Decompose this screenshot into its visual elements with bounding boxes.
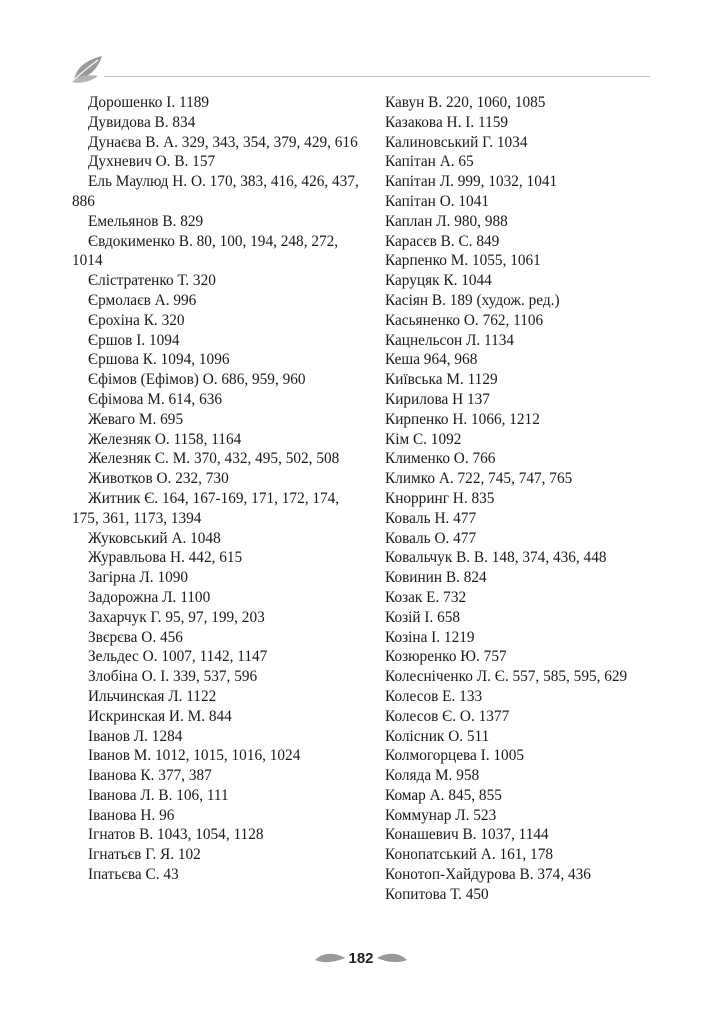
index-entry: Искринская И. М. 844 (88, 707, 232, 725)
index-entry: Дунаєва В. А. 329, 343, 354, 379, 429, 616 (88, 133, 358, 151)
index-column-left (72, 93, 364, 885)
index-entry: Єршова К. 1094, 1096 (88, 351, 230, 369)
page-number: 182 (348, 949, 374, 967)
index-entry: Дувидова В. 834 (88, 113, 196, 131)
index-entry: Кавун В. 220, 1060, 1085 (385, 94, 546, 111)
index-entry: Євдокименко В. 80, 100, 194, 248, 272, 1014 (72, 232, 339, 270)
index-entry: Козюренко Ю. 757 (385, 648, 507, 666)
index-entry: Зельдес О. 1007, 1142, 1147 (88, 648, 268, 666)
index-entry: Колмогорцева І. 1005 (385, 747, 524, 765)
index-entry: Єфімова М. 614, 636 (88, 390, 223, 408)
index-entry: Звєрєва О. 456 (88, 628, 183, 646)
index-entry: Іпатьєва С. 43 (88, 866, 179, 884)
index-entry: Ковинин В. 824 (385, 569, 487, 587)
index-entry: Железняк О. 1158, 1164 (88, 430, 242, 448)
index-entry: Захарчук Г. 95, 97, 199, 203 (88, 608, 265, 626)
index-entry: Іванова К. 377, 387 (88, 767, 212, 785)
index-entry: Кеша 964, 968 (385, 351, 478, 369)
index-entry: Дорошенко І. 1189 (88, 94, 210, 111)
header-rule (104, 76, 650, 77)
index-entry: Капітан Л. 999, 1032, 1041 (385, 173, 558, 191)
index-entry: Жеваго М. 695 (88, 410, 184, 428)
index-entry: Коваль О. 477 (385, 529, 477, 547)
index-entry: Колесов Е. 133 (385, 687, 483, 705)
index-entry: Іванова Н. 96 (88, 806, 175, 824)
index-entry: Кнорринг Н. 835 (385, 489, 495, 507)
index-entry: Козіна І. 1219 (385, 628, 475, 646)
index-entry: Кім С. 1092 (385, 430, 462, 448)
index-entry: Карпенко М. 1055, 1061 (385, 252, 541, 270)
index-entry: Касьяненко О. 762, 1106 (385, 311, 544, 329)
index-entry: Духневич О. В. 157 (88, 153, 216, 171)
index-entry: Єлістратенко Т. 320 (88, 272, 216, 290)
index-entry: Казакова Н. І. 1159 (385, 113, 509, 131)
index-entry: Колесніченко Л. Є. 557, 585, 595, 629 (385, 668, 628, 686)
index-entry: Жуковський А. 1048 (88, 529, 221, 547)
index-entry: Конотоп-Хайдурова В. 374, 436 (385, 866, 591, 884)
index-entry: Іванов М. 1012, 1015, 1016, 1024 (88, 747, 301, 765)
index-entry: Журавльова Н. 442, 615 (88, 549, 243, 567)
index-entry: Железняк С. М. 370, 432, 495, 502, 508 (88, 450, 340, 468)
index-entry: Калиновський Г. 1034 (385, 133, 528, 151)
index-entry: Кацнельсон Л. 1134 (385, 331, 515, 349)
index-entry: Капітан А. 65 (385, 153, 474, 171)
index-entry: Задорожна Л. 1100 (88, 588, 211, 606)
index-entry: Житник Є. 164, 167-169, 171, 172, 174, 175, 361, 1173, 1394 (72, 489, 340, 527)
index-column-right (369, 93, 659, 905)
index-entry: Коваль Н. 477 (385, 509, 477, 527)
index-entry: Загірна Л. 1090 (88, 569, 189, 587)
index-entry: Колесов Є. О. 1377 (385, 707, 510, 725)
index-entry: Єрмолаєв А. 996 (88, 291, 197, 309)
index-entry: Емельянов В. 829 (88, 212, 204, 230)
index-entry: Каруцяк К. 1044 (385, 272, 492, 290)
index-entry: Київська М. 1129 (385, 371, 498, 389)
index-entry: Колісник О. 511 (385, 727, 490, 745)
index-entry: Клименко О. 766 (385, 450, 496, 468)
index-entry: Копитова Т. 450 (385, 885, 489, 903)
index-entry: Єрохіна К. 320 (88, 311, 185, 329)
index-entry: Карасєв В. С. 849 (385, 232, 500, 250)
index-entry: Кирпенко Н. 1066, 1212 (385, 410, 540, 428)
index-entry: Конопатський А. 161, 178 (385, 846, 554, 864)
index-entry: Касіян В. 189 (худож. ред.) (385, 291, 560, 309)
index-entry: Козій І. 658 (385, 608, 461, 626)
index-entry: Ігнатов В. 1043, 1054, 1128 (88, 826, 264, 844)
index-entry: Злобіна О. І. 339, 537, 596 (88, 668, 258, 686)
index-entry: Коляда М. 958 (385, 767, 480, 785)
index-entry: Іванов Л. 1284 (88, 727, 183, 745)
index-entry: Ігнатьєв Г. Я. 102 (88, 846, 201, 864)
index-entry: Кирилова Н 137 (385, 390, 490, 408)
index-entry: Коммунар Л. 523 (385, 806, 497, 824)
index-entry: Козак Е. 732 (385, 588, 467, 606)
index-entry: Ковальчук В. В. 148, 374, 436, 448 (385, 549, 607, 567)
index-entry: Ильчинская Л. 1122 (88, 687, 217, 705)
index-entry: Ель Маулюд Н. О. 170, 383, 416, 426, 437, 886 (72, 173, 359, 210)
index-entry: Конашевич В. 1037, 1144 (385, 826, 549, 844)
index-entry: Животков О. 232, 730 (88, 470, 229, 488)
leaf-ornament-icon (68, 50, 108, 91)
index-entry: Каплан Л. 980, 988 (385, 212, 508, 230)
index-entry: Капітан О. 1041 (385, 192, 489, 210)
index-entry: Єршов І. 1094 (88, 331, 180, 349)
index-entry: Климко А. 722, 745, 747, 765 (385, 470, 573, 488)
index-entry: Єфімов (Ефімов) О. 686, 959, 960 (88, 371, 306, 389)
index-entry: Іванова Л. В. 106, 111 (88, 786, 229, 804)
page-number-footer (311, 946, 411, 970)
index-entry: Комар А. 845, 855 (385, 786, 502, 804)
